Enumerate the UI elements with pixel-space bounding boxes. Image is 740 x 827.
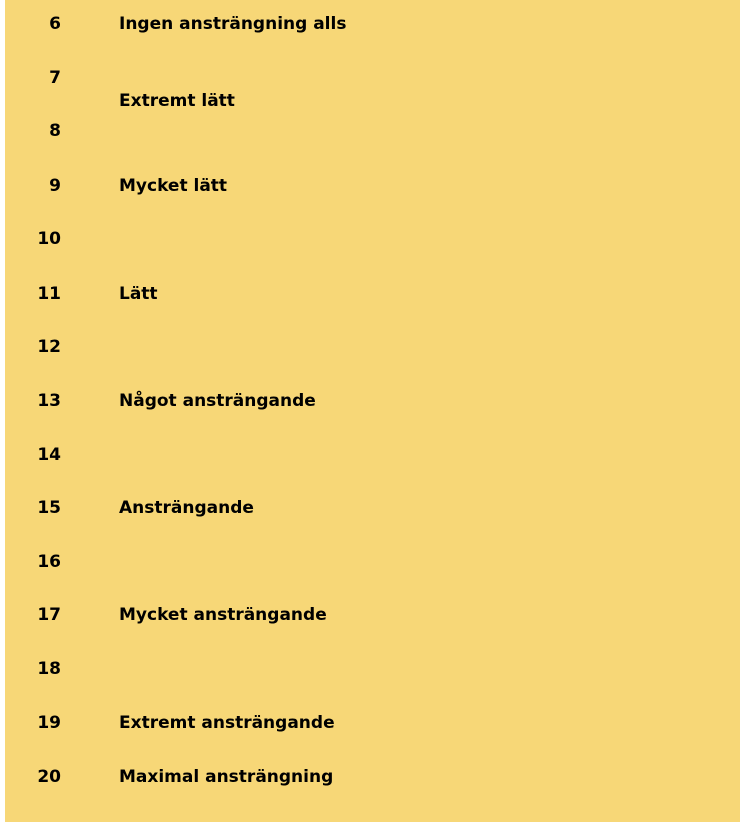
scale-number-11: 11: [37, 284, 61, 304]
scale-number-16: 16: [37, 552, 61, 572]
scale-number-12: 12: [37, 337, 61, 357]
scale-number-7: 7: [49, 68, 61, 88]
scale-number-18: 18: [37, 659, 61, 679]
scale-label-9: Mycket lätt: [119, 176, 228, 196]
scale-label-20: Maximal ansträngning: [119, 767, 334, 787]
scale-number-19: 19: [37, 713, 61, 733]
scale-number-9: 9: [49, 176, 61, 196]
scale-number-17: 17: [37, 605, 61, 625]
scale-number-20: 20: [37, 767, 61, 787]
scale-label-6: Ingen ansträngning alls: [119, 14, 347, 34]
scale-label-11: Lätt: [119, 284, 158, 304]
scale-label-15: Ansträngande: [119, 498, 254, 518]
scale-label-extremt-latt: Extremt lätt: [119, 91, 235, 111]
scale-number-13: 13: [37, 391, 61, 411]
scale-number-15: 15: [37, 498, 61, 518]
scale-number-6: 6: [49, 14, 61, 34]
scale-number-8: 8: [49, 121, 61, 141]
scale-label-19: Extremt ansträngande: [119, 713, 335, 733]
scale-number-14: 14: [37, 445, 61, 465]
scale-label-13: Något ansträngande: [119, 391, 316, 411]
borg-scale-panel: [5, 0, 740, 822]
scale-label-17: Mycket ansträngande: [119, 605, 327, 625]
scale-number-10: 10: [37, 229, 61, 249]
